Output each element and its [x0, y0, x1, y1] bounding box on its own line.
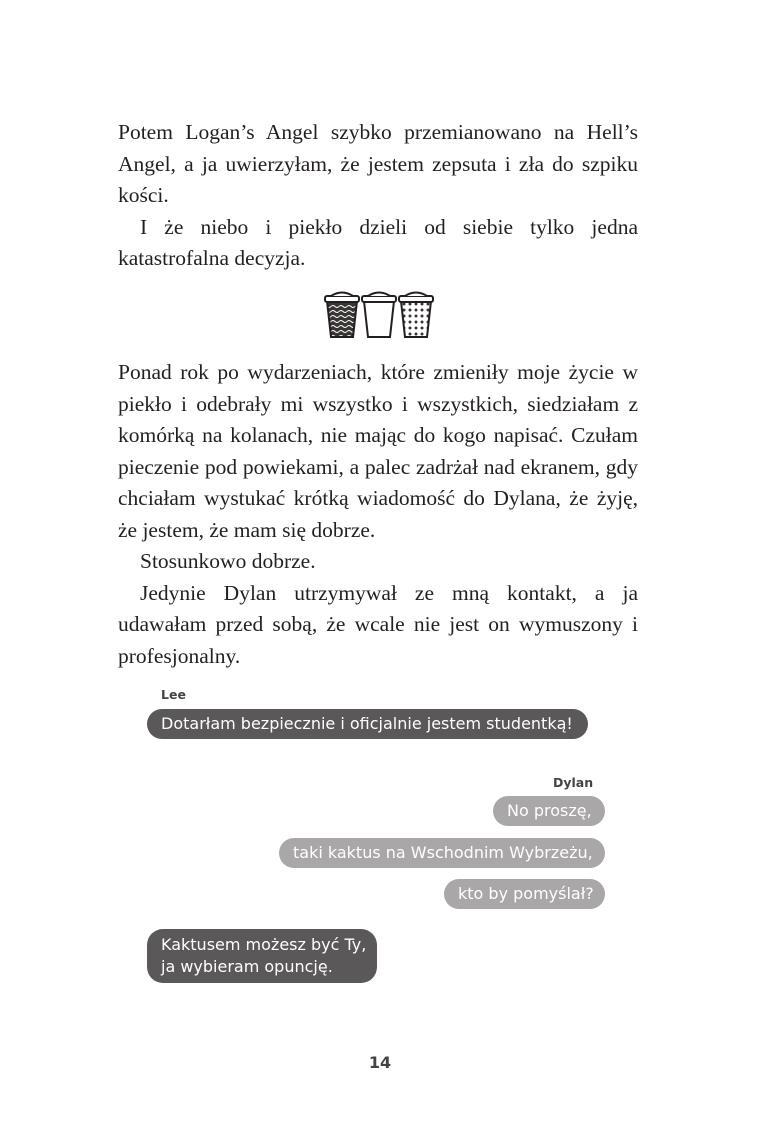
paragraph: Jedynie Dylan utrzymywał ze mną kontakt, a ja udawałam przed sobą, że wcale nie jest on wymuszony i profesjonalny. [118, 580, 638, 668]
sender-name-dylan: Dylan [553, 775, 594, 790]
chat-bubble-lee: Dotarłam bezpiecznie i oficjalnie jestem studentką! [147, 709, 588, 739]
coffee-cup-icon [362, 293, 396, 338]
page-number: 14 [368, 1053, 392, 1072]
chat-bubble-lee [147, 929, 377, 983]
sender-name-lee: Lee [161, 687, 186, 702]
chat-bubble-dylan: kto by pomyślał? [444, 879, 605, 909]
paragraph: Potem Logan’s Angel szybko przemianowano na Hell’s Angel, a ja uwierzyłam, że jestem zepsuta i zła do szpiku kości. [118, 120, 638, 207]
paragraph: Stosunkowo dobrze. [140, 549, 316, 573]
chat-bubble-line: Kaktusem możesz być Ty, [161, 935, 367, 954]
chat-bubble-dylan: No proszę, [493, 796, 605, 826]
three-coffee-cups-icon [323, 289, 435, 341]
text-block-bottom [118, 357, 638, 672]
chat-bubble-dylan: taki kaktus na Wschodnim Wybrzeżu, [279, 838, 605, 868]
paragraph: Ponad rok po wydarzeniach, które zmieniły moje życie w piekło i odebrały mi wszystko i wszystkich, siedziałam z komórką na kolanach, nie mając do kogo napisać. Czułam pieczenie pod powiekami, a palec zadrżał nad ekranem, gdy chciałam wystukać krótką wiadomość do Dylana, że żyję, że jestem, że mam się dobrze. [118, 360, 638, 542]
chat-bubble-line: ja wybieram opuncję. [161, 957, 333, 976]
coffee-cup-icon [399, 293, 433, 338]
paragraph: I że niebo i piekło dzieli od siebie tylko jedna katastrofalna decyzja. [118, 214, 638, 270]
coffee-cup-icon [325, 293, 359, 338]
text-block-top [118, 117, 638, 275]
